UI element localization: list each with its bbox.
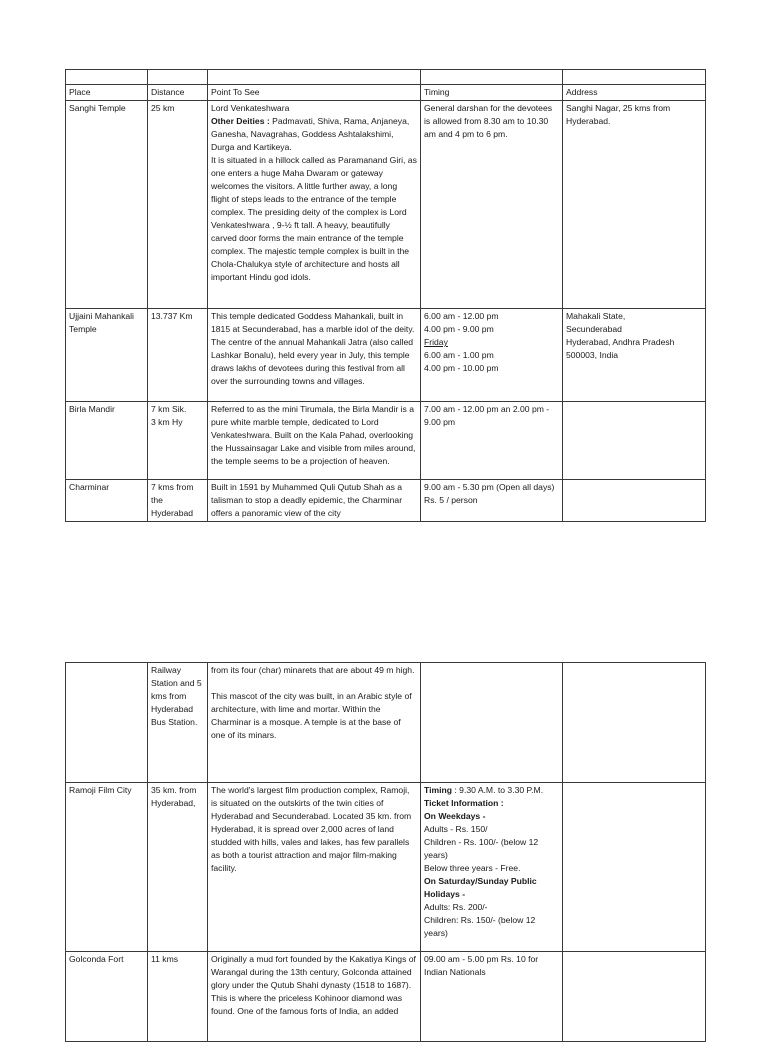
timing-line: 6.00 am - 1.00 pm [424, 350, 494, 360]
cell-place: Ramoji Film City [66, 783, 148, 952]
timing-line: 4.00 pm - 10.00 pm [424, 363, 499, 373]
timing-hours [424, 784, 559, 797]
cell-point-to-see: Referred to as the mini Tirumala, the Birla Mandir is a pure white marble temple, dedicated to Lord Venkateshwara. Built on the Kala Pahad, overlooking the Hussainsagar Lake and visible from miles around, the temple seems to be a projection of heaven. [208, 402, 421, 480]
address-line: Mahakali State, [566, 311, 626, 321]
cell-point-to-see: This temple dedicated Goddess Mahankali, built in 1815 at Secunderabad, has a marble idol of the deity. The centre of the annual Mahankali Jatra (also called Lashkar Bonalu), held every year in July, this temple draws lakhs of devotees during this festival from all over the surrounding towns and villages. [208, 309, 421, 402]
table-row [66, 952, 706, 1042]
places-table-page-1 [65, 69, 706, 522]
cell-place: Charminar [66, 480, 148, 522]
cell-distance: 25 km [148, 101, 208, 309]
cell-distance [148, 402, 208, 480]
address-line: Secunderabad [566, 324, 622, 334]
timing-value: : 9.30 A.M. to 3.30 P.M. [452, 785, 544, 795]
holiday-children: Children: Rs. 150/- (below 12 years) [424, 915, 538, 938]
table-row [66, 402, 706, 480]
cell-point-to-see: The world's largest film production complex, Ramoji, is situated on the outskirts of the twin cities of Hyderabad and Secunderabad. Located 35 km. from Hyderabad, it is spread over 2,000 acres of land studded with hills, vales and lakes, has few parallels as both a tourist attraction and major film-making facility. [208, 783, 421, 952]
weekdays-label: On Weekdays - [424, 811, 486, 821]
cell-address [563, 952, 706, 1042]
cell-distance: 11 kms [148, 952, 208, 1042]
timing-label: Timing [424, 785, 453, 795]
timing-friday-label: Friday [424, 337, 448, 347]
point-intro: Lord Venkateshwara [211, 103, 290, 113]
empty-top-row [66, 70, 706, 85]
cell-address [563, 309, 706, 402]
cell-distance: 35 km. from Hyderabad, [148, 783, 208, 952]
cell-timing [421, 309, 563, 402]
cell-point-to-see: Built in 1591 by Muhammed Quli Qutub Shah as a talisman to stop a deadly epidemic, the Charminar offers a panoramic view of the city [208, 480, 421, 522]
point-body: It is situated in a hillock called as Paramanand Giri, as one enters a huge Maha Dwaram or gateway welcomes the visitors. A little further away, a long flight of steps leads to the entrance of the temple complex. The presiding deity of the complex is Lord Venkateshwara , 9-½ ft tall. A heavy, beautifully carved door forms the main entrance of the temple complex. The majestic temple complex is built in the Chola-Chalukya style of architecture and hosts all important Hindu god idols. [211, 155, 420, 282]
distance-line: 7 km Sik. [151, 404, 187, 414]
table-row [66, 783, 706, 952]
weekday-children: Children - Rs. 100/- (below 12 years) [424, 837, 541, 860]
paragraph-gap [211, 677, 417, 690]
cell-timing: General darshan for the devotees is allowed from 8.30 am to 10.30 am and 4 pm to 6 pm. [421, 101, 563, 309]
point-paragraph: from its four (char) minarets that are about 49 m high. [211, 665, 415, 675]
cell-place: Ujjaini Mahankali Temple [66, 309, 148, 402]
cell-place: Sanghi Temple [66, 101, 148, 309]
point-deities: Padmavati, Shiva, Rama, Anjaneya, Ganesha, Navagrahas, Goddess Ashtalakshimi, Durga and Kartikeya. [211, 116, 410, 152]
cell-point-to-see [208, 101, 421, 309]
cell-address [563, 663, 706, 783]
cell-address [563, 402, 706, 480]
header-distance: Distance [148, 85, 208, 101]
cell-address [563, 783, 706, 952]
timing-line: 4.00 pm - 9.00 pm [424, 324, 494, 334]
point-label-other-deities: Other Deities : [211, 116, 270, 126]
cell-timing [421, 783, 563, 952]
address-line: Hyderabad, Andhra Pradesh 500003, India [566, 337, 677, 360]
table-row [66, 663, 706, 783]
point-paragraph: This mascot of the city was built, in an Arabic style of architecture, with lime and mortar. Within the Charminar is a mosque. A temple is at the base of one of its minars. [211, 691, 414, 740]
cell-place: Golconda Fort [66, 952, 148, 1042]
table-row [66, 309, 706, 402]
cell-point-to-see [208, 663, 421, 783]
ticket-info-label: Ticket Information : [424, 798, 504, 808]
table-row [66, 480, 706, 522]
table-row [66, 101, 706, 309]
cell-timing [421, 663, 563, 783]
cell-timing: 09.00 am - 5.00 pm Rs. 10 for Indian Nationals [421, 952, 563, 1042]
header-place: Place [66, 85, 148, 101]
weekday-below-three: Below three years - Free. [424, 863, 521, 873]
weekday-adults: Adults - Rs. 150/ [424, 824, 488, 834]
cell-point-to-see: Originally a mud fort founded by the Kakatiya Kings of Warangal during the 13th century, Golconda attained glory under the Qutub Shahi dynasty (1518 to 1687). This is where the priceless Kohinoor diamond was found. One of the famous forts of India, an added [208, 952, 421, 1042]
cell-distance: 7 kms from the Hyderabad [148, 480, 208, 522]
cell-place: Birla Mandir [66, 402, 148, 480]
holiday-label: On Saturday/Sunday Public Holidays - [424, 876, 540, 899]
places-table-page-2 [65, 662, 706, 1042]
timing-line: 6.00 am - 12.00 pm [424, 311, 499, 321]
header-timing: Timing [421, 85, 563, 101]
cell-timing: 7.00 am - 12.00 pm an 2.00 pm - 9.00 pm [421, 402, 563, 480]
cell-address: Sanghi Nagar, 25 kms from Hyderabad. [563, 101, 706, 309]
header-point-to-see: Point To See [208, 85, 421, 101]
distance-line: 3 km Hy [151, 417, 183, 427]
cell-distance: 13.737 Km [148, 309, 208, 402]
cell-place [66, 663, 148, 783]
holiday-adults: Adults: Rs. 200/- [424, 902, 488, 912]
header-address: Address [563, 85, 706, 101]
header-row [66, 85, 706, 101]
cell-distance: Railway Station and 5 kms from Hyderabad Bus Station. [148, 663, 208, 783]
cell-address [563, 480, 706, 522]
cell-timing: 9.00 am - 5.30 pm (Open all days) Rs. 5 / person [421, 480, 563, 522]
